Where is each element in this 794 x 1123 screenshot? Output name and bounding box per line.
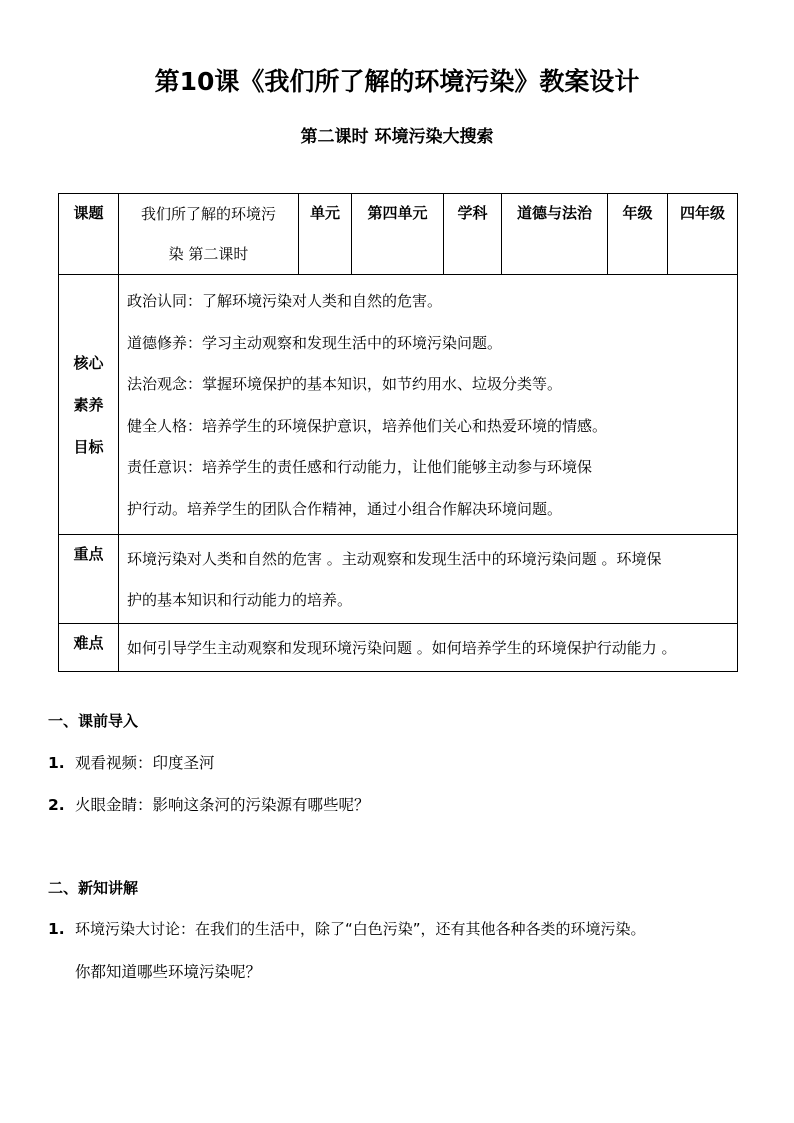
section-2-heading: 二、新知讲解 xyxy=(48,879,139,897)
unit-label: 单元 xyxy=(299,194,352,275)
lesson-info-table xyxy=(58,193,738,672)
key-points-line-2: 护的基本知识和行动能力的培养。 xyxy=(127,591,353,609)
section-2-item-1-text: 环境污染大讨论：在我们的生活中，除了“白色污染”，还有其他各种各类的环境污染。 xyxy=(75,920,646,938)
grade-value: 四年级 xyxy=(668,194,738,275)
table-header-row xyxy=(59,194,738,275)
grade-label: 年级 xyxy=(608,194,668,275)
topic-line-2: 染 第二课时 xyxy=(168,245,249,263)
goal-law: 法治观念：掌握环境保护的基本知识，如节约用水、垃圾分类等。 xyxy=(127,375,563,393)
key-points-content xyxy=(119,535,738,624)
section-2-item-1-number: 1. xyxy=(48,920,65,938)
section-1-item-2-number: 2. xyxy=(48,796,65,814)
goal-political: 政治认同：了解环境污染对人类和自然的危害。 xyxy=(127,292,443,310)
goal-responsibility: 责任意识：培养学生的责任感和行动能力，让他们能够主动参与环境保 xyxy=(127,458,593,476)
topic-label: 课题 xyxy=(59,194,119,275)
goals-content xyxy=(119,275,738,535)
topic-value xyxy=(119,194,299,275)
goals-label-line-1: 核心 xyxy=(73,353,104,372)
goal-personality: 健全人格：培养学生的环境保护意识，培养他们关心和热爱环境的情感。 xyxy=(127,416,608,435)
goals-row xyxy=(59,275,738,535)
goals-label-line-3: 目标 xyxy=(73,437,104,456)
topic-line-1: 我们所了解的环境污 xyxy=(140,205,276,223)
page-subtitle: 第二课时 环境污染大搜索 xyxy=(300,127,494,147)
subject-value: 道德与法治 xyxy=(502,194,608,275)
section-2-item-1 xyxy=(48,918,646,939)
difficulties-label: 难点 xyxy=(59,624,119,672)
key-points-line-1: 环境污染对人类和自然的危害 。主动观察和发现生活中的环境污染问题 。环境保 xyxy=(127,550,662,568)
key-points-row xyxy=(59,535,738,624)
difficulties-text: 如何引导学生主动观察和发现环境污染问题 。如何培养学生的环境保护行动能力 。 xyxy=(127,639,677,657)
unit-value: 第四单元 xyxy=(352,194,444,275)
section-1-item-1 xyxy=(48,751,215,773)
section-1-heading: 一、课前导入 xyxy=(48,712,139,730)
goals-label xyxy=(59,275,119,535)
difficulties-row xyxy=(59,624,738,672)
section-1-item-2 xyxy=(48,793,370,815)
section-1-item-2-text: 火眼金睛：影响这条河的污染源有哪些呢？ xyxy=(75,796,370,814)
goal-moral: 道德修养：学习主动观察和发现生活中的环境污染问题。 xyxy=(127,333,503,352)
goals-label-line-2: 素养 xyxy=(73,395,104,414)
subject-label: 学科 xyxy=(444,194,502,275)
section-2-item-1-continuation: 你都知道哪些环境污染呢？ xyxy=(75,963,262,981)
goal-responsibility-cont: 护行动。培养学生的团队合作精神，通过小组合作解决环境问题。 xyxy=(127,499,563,518)
difficulties-content xyxy=(119,624,738,672)
section-1-item-1-number: 1. xyxy=(48,754,65,772)
page-title: 第10课《我们所了解的环境污染》教案设计 xyxy=(154,67,640,96)
section-1-item-1-text: 观看视频：印度圣河 xyxy=(75,754,215,772)
key-points-label: 重点 xyxy=(59,535,119,624)
